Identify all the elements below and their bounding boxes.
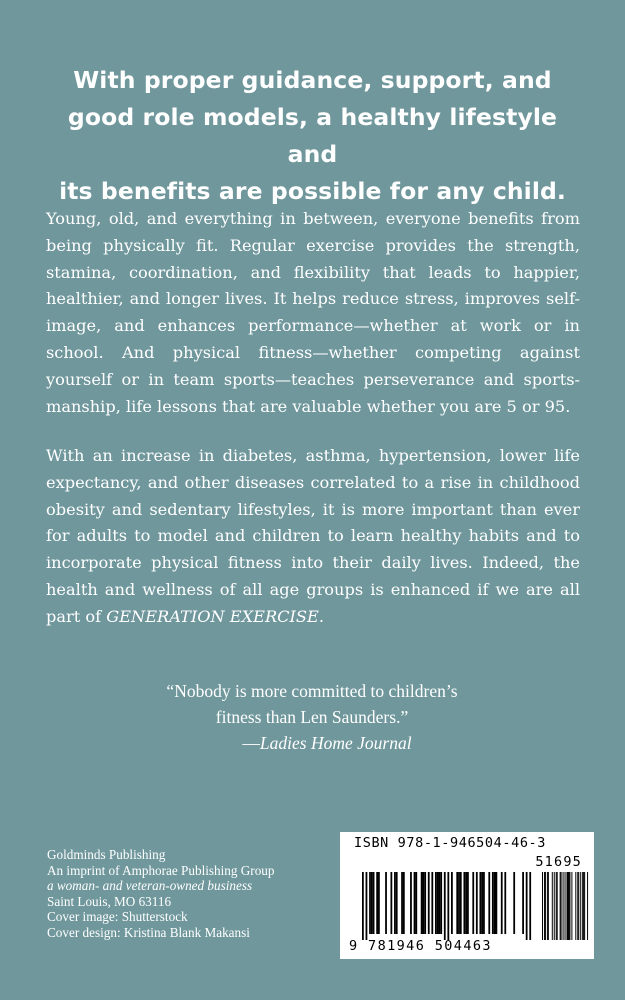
barcode-bar [456, 872, 458, 934]
body-paragraph-2-end: . [318, 606, 324, 626]
barcode-bar [496, 872, 498, 934]
barcode-bar [504, 872, 506, 934]
addon-bar [567, 872, 568, 940]
barcode-bar [415, 872, 417, 934]
barcode-bar [467, 872, 469, 934]
headline [40, 62, 585, 210]
barcode-bar [492, 872, 494, 934]
barcode-bar [463, 872, 465, 934]
publisher-imprint [47, 847, 327, 941]
barcode-bar [444, 872, 446, 940]
barcode-bar [401, 872, 403, 934]
isbn-barcode [340, 832, 594, 959]
barcode-bar [394, 872, 396, 934]
barcode-bar [431, 872, 433, 934]
barcode-bar [458, 872, 460, 934]
barcode-bar [479, 872, 481, 934]
barcode-bar [396, 872, 398, 934]
barcode-bar [373, 872, 375, 934]
barcode-bar [369, 872, 371, 934]
barcode-bar [371, 872, 373, 934]
barcode-bar [465, 872, 467, 934]
barcode-bar [423, 872, 425, 934]
barcode-bar [488, 872, 490, 934]
barcode-bar [483, 872, 485, 934]
publisher-name: Goldminds Publishing [47, 847, 166, 862]
addon-bar [544, 872, 545, 940]
cover-image-credit: Cover image: Shutterstock [47, 909, 188, 925]
addon-bar [575, 872, 576, 940]
barcode-bar [481, 872, 483, 934]
barcode-bar [385, 872, 387, 934]
addon-bar [584, 872, 585, 940]
body-paragraph-1: Young, old, and everything in between, everyone benefits from being physically fit. Regular exercise provides the strength, stamina, coordination, and flexibility that leads to happier, healthier, and longer lives. It helps reduce stress, improves self-image, and enhances performance—whether at work or in school. And physical fitness—whether competing against yourself or in team sports—teaches perseverance and sportsmanship, life lessons that are valuable whether you are 5 or 95. [46, 209, 580, 416]
barcode-bar [414, 872, 416, 934]
body-paragraph-2 [46, 443, 580, 631]
addon-bar [547, 872, 548, 940]
barcode-bar [513, 872, 515, 934]
barcode-bar [526, 872, 528, 940]
barcode-bar [378, 872, 380, 934]
barcode-bar [501, 872, 503, 934]
barcode-bar [529, 872, 531, 940]
addon-bar [569, 872, 570, 940]
barcode-bar [437, 872, 439, 934]
barcode-bar [451, 872, 453, 934]
addon-bar [557, 872, 558, 940]
headline-line-1: With proper guidance, support, and [73, 66, 552, 94]
headline-line-3: its benefits are possible for any child. [59, 177, 566, 205]
barcode-bar [421, 872, 423, 934]
endorsement-quote [112, 678, 512, 756]
barcode-bar [428, 872, 430, 934]
addon-bar [563, 872, 564, 940]
barcode-bar [439, 872, 441, 934]
barcode-bar [410, 872, 412, 934]
barcode-bar [522, 872, 524, 934]
barcode-bar [440, 872, 442, 934]
attribution-source: Ladies Home Journal [259, 733, 412, 753]
publisher-location: Saint Louis, MO 63116 [47, 893, 172, 909]
book-title: GENERATION EXERCISE [106, 606, 319, 626]
barcode-bar [376, 872, 378, 934]
quote-line-2: fitness than Len Saunders.” [215, 707, 409, 727]
barcode-bar [494, 872, 496, 934]
quote-attribution [112, 730, 512, 756]
barcode-bar [362, 872, 364, 940]
quote-line-1: “Nobody is more committed to children’s [166, 681, 458, 701]
addon-bar [577, 872, 578, 940]
barcode-bar [424, 872, 426, 934]
addon-bar [567, 872, 568, 940]
barcode-bar [366, 872, 368, 940]
addon-bar [554, 872, 555, 940]
addon-bar [556, 872, 557, 940]
cover-design-credit: Cover design: Kristina Blank Makansi [47, 924, 250, 940]
price-code: 51695 [535, 854, 582, 870]
addon-bar [545, 872, 546, 940]
barcode-bar [476, 872, 478, 934]
isbn-label: ISBN 978-1-946504-46-3 [354, 835, 547, 851]
addon-bar [582, 872, 583, 940]
barcode-bar [460, 872, 462, 934]
headline-line-2: good role models, a healthy lifestyle and [67, 103, 558, 168]
addon-bar [587, 872, 588, 940]
addon-bar [565, 872, 566, 940]
ean-digits: 9 781946 504463 [349, 938, 492, 954]
imprint-of: An imprint of Amphorae Publishing Group [47, 862, 275, 878]
addon-bar [560, 872, 561, 940]
addon-bar [548, 872, 549, 940]
barcode-bar [390, 872, 392, 934]
publisher-tagline: a woman- and veteran-owned business [47, 878, 253, 894]
addon-bar [583, 872, 584, 940]
barcode-bar [435, 872, 437, 934]
addon-bar [568, 872, 569, 940]
barcode-bar [472, 872, 474, 934]
addon-bar [578, 872, 579, 940]
attribution-dash: — [242, 733, 260, 753]
addon-bar [561, 872, 562, 940]
barcode-bar [447, 872, 449, 940]
barcode-bar [403, 872, 405, 934]
addon-bar [552, 872, 553, 940]
addon-bar [580, 872, 581, 940]
body-paragraph-2-text: With an increase in diabetes, asthma, hypertension, lower life expectancy, and other diseases correlated to a rise in childhood obesity and sedentary lifestyles, it is more important than ever for adults to model and children to learn healthy habits and to incorporate physical fitness into their daily lives. Indeed, the health and wellness of all age groups is enhanced if we are all part of [46, 446, 580, 626]
addon-bar [571, 872, 572, 940]
addon-bar [542, 872, 543, 940]
